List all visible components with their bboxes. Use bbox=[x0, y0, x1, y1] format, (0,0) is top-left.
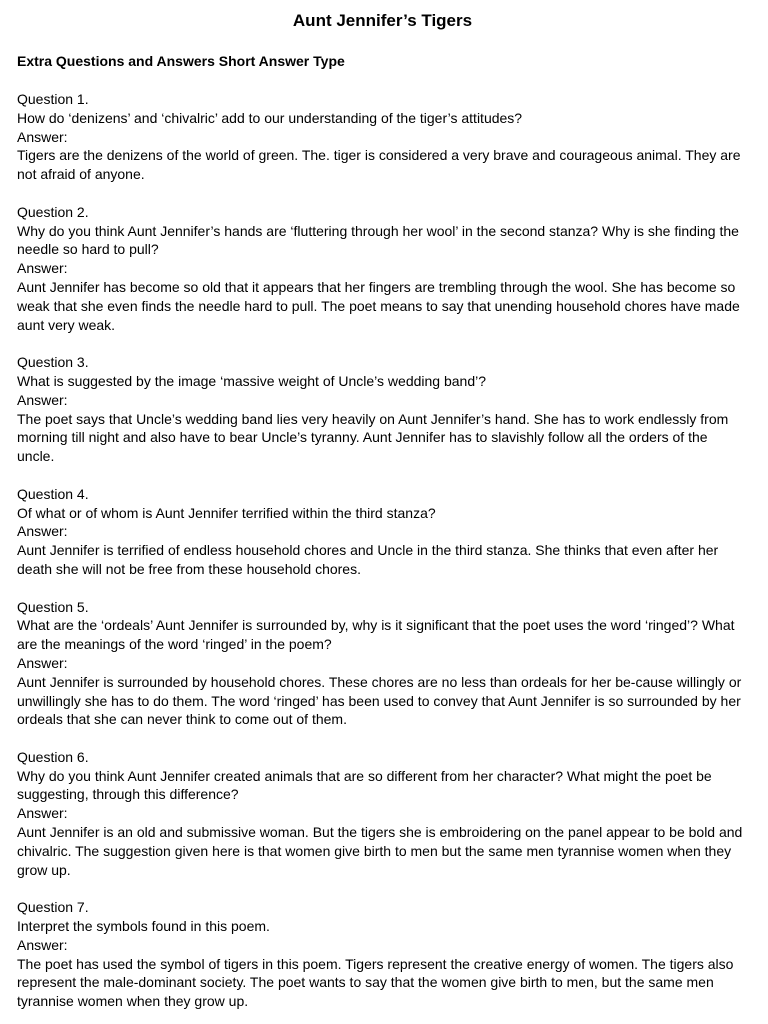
answer-label: Answer: bbox=[17, 391, 68, 408]
qa-item-1 bbox=[17, 90, 748, 184]
question-label: Question 5. bbox=[17, 598, 89, 615]
question-text: Interpret the symbols found in this poem. bbox=[17, 918, 270, 935]
answer-label: Answer: bbox=[17, 128, 68, 145]
question-label: Question 4. bbox=[17, 485, 89, 502]
answer-text: Aunt Jennifer is terrified of endless household chores and Uncle in the third stanza. She thinks that even after her death she will not be free from these household chores. bbox=[17, 542, 719, 577]
qa-item-3 bbox=[17, 353, 748, 466]
answer-label: Answer: bbox=[17, 260, 68, 277]
question-label: Question 1. bbox=[17, 91, 89, 107]
qa-item-2 bbox=[17, 203, 748, 335]
qa-item-4 bbox=[17, 485, 748, 579]
answer-text: Tigers are the denizens of the world of green. The. tiger is considered a very brave and courageous animal. They are not afraid of anyone. bbox=[17, 147, 741, 183]
answer-label: Answer: bbox=[17, 654, 68, 671]
qa-item-7 bbox=[17, 898, 748, 1011]
document-subtitle: Extra Questions and Answers Short Answer Type bbox=[17, 53, 345, 69]
question-label: Question 7. bbox=[17, 899, 89, 916]
question-label: Question 2. bbox=[17, 203, 89, 220]
question-text: Of what or of whom is Aunt Jennifer terrified within the third stanza? bbox=[17, 504, 436, 521]
question-label: Question 3. bbox=[17, 354, 89, 371]
question-label: Question 6. bbox=[17, 748, 89, 765]
qa-item-5 bbox=[17, 598, 748, 730]
question-text: What are the ‘ordeals’ Aunt Jennifer is surrounded by, why is it significant that the poet uses the word ‘ringed’? What are the meanings of the word ‘ringed’ in the poem? bbox=[17, 617, 735, 653]
question-text: What is suggested by the image ‘massive weight of Uncle’s wedding band’? bbox=[17, 372, 486, 389]
question-text: Why do you think Aunt Jennifer created animals that are so different from her character? What might the poet be suggesting, through this difference? bbox=[17, 767, 712, 803]
answer-label: Answer: bbox=[17, 523, 68, 540]
answer-label: Answer: bbox=[17, 805, 68, 822]
document-title: Aunt Jennifer’s Tigers bbox=[292, 11, 473, 30]
question-text: Why do you think Aunt Jennifer’s hands are ‘fluttering through her wool’ in the second stanza? Why is she finding the needle so hard to pull? bbox=[17, 222, 739, 258]
answer-text: Aunt Jennifer is surrounded by household chores. These chores are no less than ordeals for her be-cause willingly or unwillingly she has to do them. The word ‘ringed’ has been used to convey that Aunt Jennifer is so surrounded by her ordeals that she can never think to come out of them. bbox=[17, 673, 742, 728]
answer-text: The poet has used the symbol of tigers in this poem. Tigers represent the creative energy of women. The tigers also represent the male-dominant society. The poet wants to say that the women give birth to men, but the same men tyrannise women when they grow up. bbox=[17, 955, 734, 1010]
question-text: How do ‘denizens’ and ‘chivalric’ add to our understanding of the tiger’s attitudes? bbox=[17, 109, 523, 126]
answer-label: Answer: bbox=[17, 936, 68, 953]
answer-text: Aunt Jennifer is an old and submissive woman. But the tigers she is embroidering on the panel appear to be bold and chivalric. The suggestion given here is that women give birth to men but the same men tyrannise women when they grow up. bbox=[17, 824, 743, 878]
answer-text: Aunt Jennifer has become so old that it appears that her fingers are trembling through the wool. She has become so weak that she even finds the needle hard to pull. The poet means to say that unending household chores have made aunt very weak. bbox=[17, 278, 740, 333]
qa-item-6 bbox=[17, 748, 748, 880]
answer-text: The poet says that Uncle’s wedding band lies very heavily on Aunt Jennifer’s hand. She has to work endlessly from morning till night and also have to bear Uncle’s tyranny. Aunt Jennifer has to slavishly follow all the orders of the uncle. bbox=[17, 410, 729, 465]
